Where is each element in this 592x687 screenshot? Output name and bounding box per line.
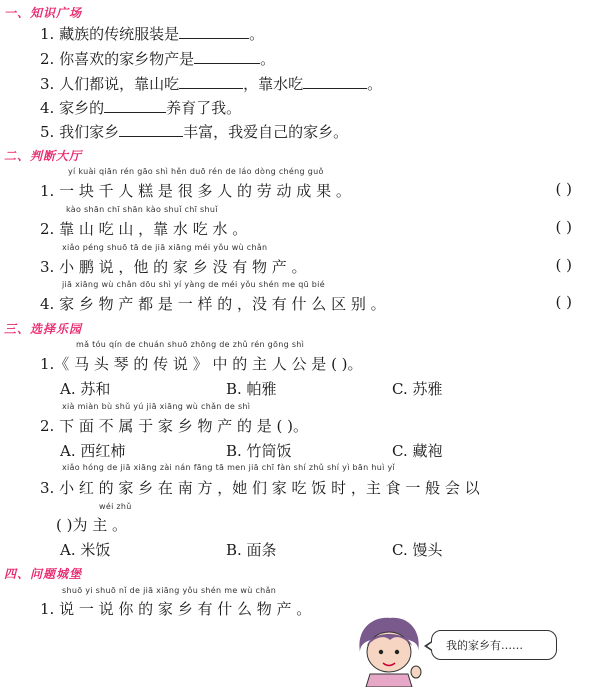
s3-q1: 1.《 马 头 琴 的 传 说 》 中 的 主 人 公 是 ( )。 (40, 355, 363, 373)
s1-q2-end: 。 (260, 50, 276, 68)
s3-q2-option-c[interactable]: C. 藏袍 (392, 442, 443, 460)
s1-q1-end: 。 (249, 25, 265, 43)
s1-q3-blank-2[interactable] (303, 74, 367, 89)
s2-q2-pinyin: kào shān chī shān kào shuǐ chī shuǐ (66, 205, 218, 214)
s2-q1-answer[interactable]: ( ) (555, 180, 572, 198)
section-4-title: 四、问题城堡 (4, 567, 83, 581)
s3-q2-option-a[interactable]: A. 西红柿 (60, 442, 126, 460)
s4-q1-pinyin: shuō yi shuō nǐ de jiā xiāng yǒu shén me wù chǎn (62, 586, 277, 595)
s3-q2-option-b[interactable]: B. 竹筒饭 (226, 442, 292, 460)
s1-q2-blank[interactable] (194, 49, 260, 64)
s1-q3-end: 。 (367, 75, 383, 93)
s3-q3: 3. 小 红 的 家 乡 在 南 方 ，她 们 家 吃 饭 时 ，主 食 一 般 会 以 (40, 479, 480, 497)
s2-q3-answer[interactable]: ( ) (555, 256, 572, 274)
s1-q2 (40, 48, 275, 69)
s3-q3-pinyin: xiǎo hóng de jiā xiāng zài nán fāng tā men jiā chī fàn shí zhǔ shí yì bān huì yǐ (62, 463, 396, 472)
s4-q1: 1. 说 一 说 你 的 家 乡 有 什 么 物 产 。 (40, 600, 312, 618)
s3-q2-pinyin: xià miàn bù shǔ yú jiā xiāng wù chǎn de shì (62, 402, 251, 411)
s3-q1-option-c[interactable]: C. 苏雅 (392, 380, 443, 398)
s3-q3-cont: ( )为 主 。 (56, 516, 128, 534)
s1-q4-end: 养育了我。 (166, 99, 242, 117)
s1-q5-text: 5. 我们家乡 (40, 123, 120, 141)
s3-q2: 2. 下 面 不 属 于 家 乡 物 产 的 是 ( )。 (40, 417, 309, 435)
section-1-title: 一、知识广场 (4, 6, 83, 20)
s3-q1-option-b[interactable]: B. 帕雅 (226, 380, 277, 398)
section-3-title: 三、选择乐园 (4, 322, 83, 336)
s3-q3-pinyin-2: wéi zhǔ (99, 502, 132, 511)
s1-q4-text: 4. 家乡的 (40, 99, 105, 117)
s3-q1-pinyin: mǎ tóu qín de chuán shuō zhōng de zhǔ rén gōng shì (76, 340, 305, 349)
s1-q5-blank[interactable] (119, 122, 183, 137)
s2-q4: 4. 家 乡 物 产 都 是 一 样 的 ，没 有 什 么 区 别 。 (40, 295, 386, 313)
s1-q3-text: 3. 人们都说，靠山吃 (40, 75, 180, 93)
s3-q3-option-c[interactable]: C. 馒头 (392, 541, 443, 559)
s1-q1 (40, 23, 264, 44)
s2-q2: 2. 靠 山 吃 山 ，靠 水 吃 水 。 (40, 220, 248, 238)
s2-q3-pinyin: xiǎo péng shuō tā de jiā xiāng méi yǒu wù chǎn (62, 243, 268, 252)
s1-q5-end: 丰富，我爱自己的家乡。 (183, 123, 349, 141)
s2-q4-pinyin: jiā xiāng wù chǎn dōu shì yí yàng de méi yǒu shén me qū bié (62, 280, 325, 289)
s1-q3 (40, 73, 382, 94)
s1-q3-blank-1[interactable] (179, 74, 243, 89)
s1-q3-mid: ，靠水吃 (243, 75, 304, 93)
s3-q3-option-b[interactable]: B. 面条 (226, 541, 277, 559)
s3-q1-option-a[interactable]: A. 苏和 (60, 380, 111, 398)
s1-q4-blank[interactable] (104, 98, 166, 113)
section-2-title: 二、判断大厅 (4, 149, 83, 163)
s2-q2-answer[interactable]: ( ) (555, 218, 572, 236)
speech-bubble: 我的家乡有…… (431, 630, 557, 660)
s2-q3: 3. 小 鹏 说 ，他 的 家 乡 没 有 物 产 。 (40, 258, 307, 276)
s1-q1-blank[interactable] (179, 24, 249, 39)
s2-q1: 1. 一 块 千 人 糕 是 很 多 人 的 劳 动 成 果 。 (40, 182, 351, 200)
s1-q2-text: 2. 你喜欢的家乡物产是 (40, 50, 195, 68)
girl-illustration (350, 612, 430, 687)
s2-q1-pinyin: yí kuài qiān rén gāo shì hěn duō rén de láo dòng chéng guǒ (68, 167, 324, 176)
s3-q3-option-a[interactable]: A. 米饭 (60, 541, 111, 559)
s1-q4 (40, 97, 241, 118)
speech-bubble-tail-fill (427, 641, 434, 651)
s1-q1-text: 1. 藏族的传统服装是 (40, 25, 180, 43)
s2-q4-answer[interactable]: ( ) (555, 293, 572, 311)
s1-q5 (40, 121, 348, 142)
